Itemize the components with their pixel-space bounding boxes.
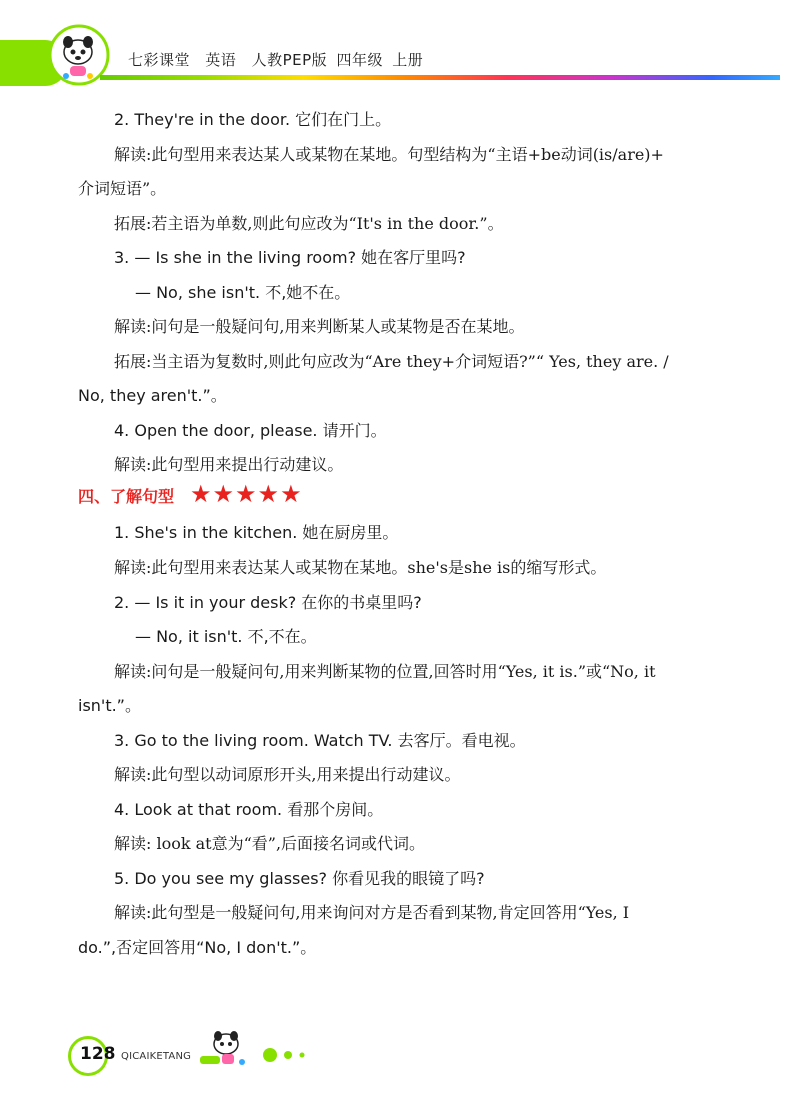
header-rainbow-rule xyxy=(100,75,780,80)
section-title: 四、了解句型 xyxy=(78,487,175,506)
explanation-text: isn't.”。 xyxy=(78,696,141,715)
star-rating-icon: ★★★★★ xyxy=(190,480,303,508)
pattern-5-title: 5. Do you see my glasses? 你看见我的眼镜了吗? xyxy=(114,869,485,888)
explanation-text: 解读:问句是一般疑问句,用来判断某人或某物是否在某地。 xyxy=(114,317,525,336)
explanation-text: 介词短语”。 xyxy=(78,179,167,198)
brand-text: QICAIKETANG xyxy=(121,1051,192,1062)
extension-text: No, they aren't.”。 xyxy=(78,386,227,405)
extension-text: 拓展:当主语为复数时,则此句应改为“Are they+介词短语?”“ Yes, they are. / xyxy=(114,352,669,371)
explanation-text: 解读:此句型用来表达某人或某物在某地。she's是she is的缩写形式。 xyxy=(114,558,607,577)
pattern-1-title: 1. She's in the kitchen. 她在厨房里。 xyxy=(114,523,399,542)
extension-text: 拓展:若主语为单数,则此句应改为“It's in the door.”。 xyxy=(114,214,504,233)
explanation-text: 解读:问句是一般疑问句,用来判断某物的位置,回答时用“Yes, it is.”或“No, it xyxy=(114,662,656,681)
subject-name: 英语 xyxy=(205,51,237,69)
header-title xyxy=(128,49,433,70)
pattern-2-question: 2. — Is it in your desk? 在你的书桌里吗? xyxy=(114,593,422,612)
panda-mascot-icon xyxy=(196,1026,252,1070)
explanation-text: 解读: look at意为“看”,后面接名词或代词。 xyxy=(114,834,426,853)
explanation-text: 解读:此句型是一般疑问句,用来询问对方是否看到某物,肯定回答用“Yes, I xyxy=(114,903,630,922)
edition-name: 人教PEP版 xyxy=(251,51,328,69)
page-number: 128 xyxy=(80,1044,116,1064)
pattern-4-title: 4. Look at that room. 看那个房间。 xyxy=(114,800,384,819)
sentence-2-title: 2. They're in the door. 它们在门上。 xyxy=(114,110,392,129)
series-name: 七彩课堂 xyxy=(128,51,191,69)
page-header xyxy=(0,0,800,110)
decorative-dots-icon xyxy=(262,1047,312,1063)
explanation-text: do.”,否定回答用“No, I don't.”。 xyxy=(78,938,317,957)
sentence-3-question: 3. — Is she in the living room? 她在客厅里吗? xyxy=(114,248,466,267)
grade-name: 四年级 xyxy=(336,51,383,69)
explanation-text: 解读:此句型用来表达某人或某物在某地。句型结构为“主语+be动词(is/are)+ xyxy=(114,145,664,164)
volume-name: 上册 xyxy=(392,51,424,69)
sentence-3-answer: — No, she isn't. 不,她不在。 xyxy=(135,283,351,302)
explanation-text: 解读:此句型以动词原形开头,用来提出行动建议。 xyxy=(114,765,461,784)
pattern-2-answer: — No, it isn't. 不,不在。 xyxy=(135,627,317,646)
explanation-text: 解读:此句型用来提出行动建议。 xyxy=(114,455,344,474)
sentence-4-title: 4. Open the door, please. 请开门。 xyxy=(114,421,387,440)
pattern-3-title: 3. Go to the living room. Watch TV. 去客厅。看电视。 xyxy=(114,731,526,750)
